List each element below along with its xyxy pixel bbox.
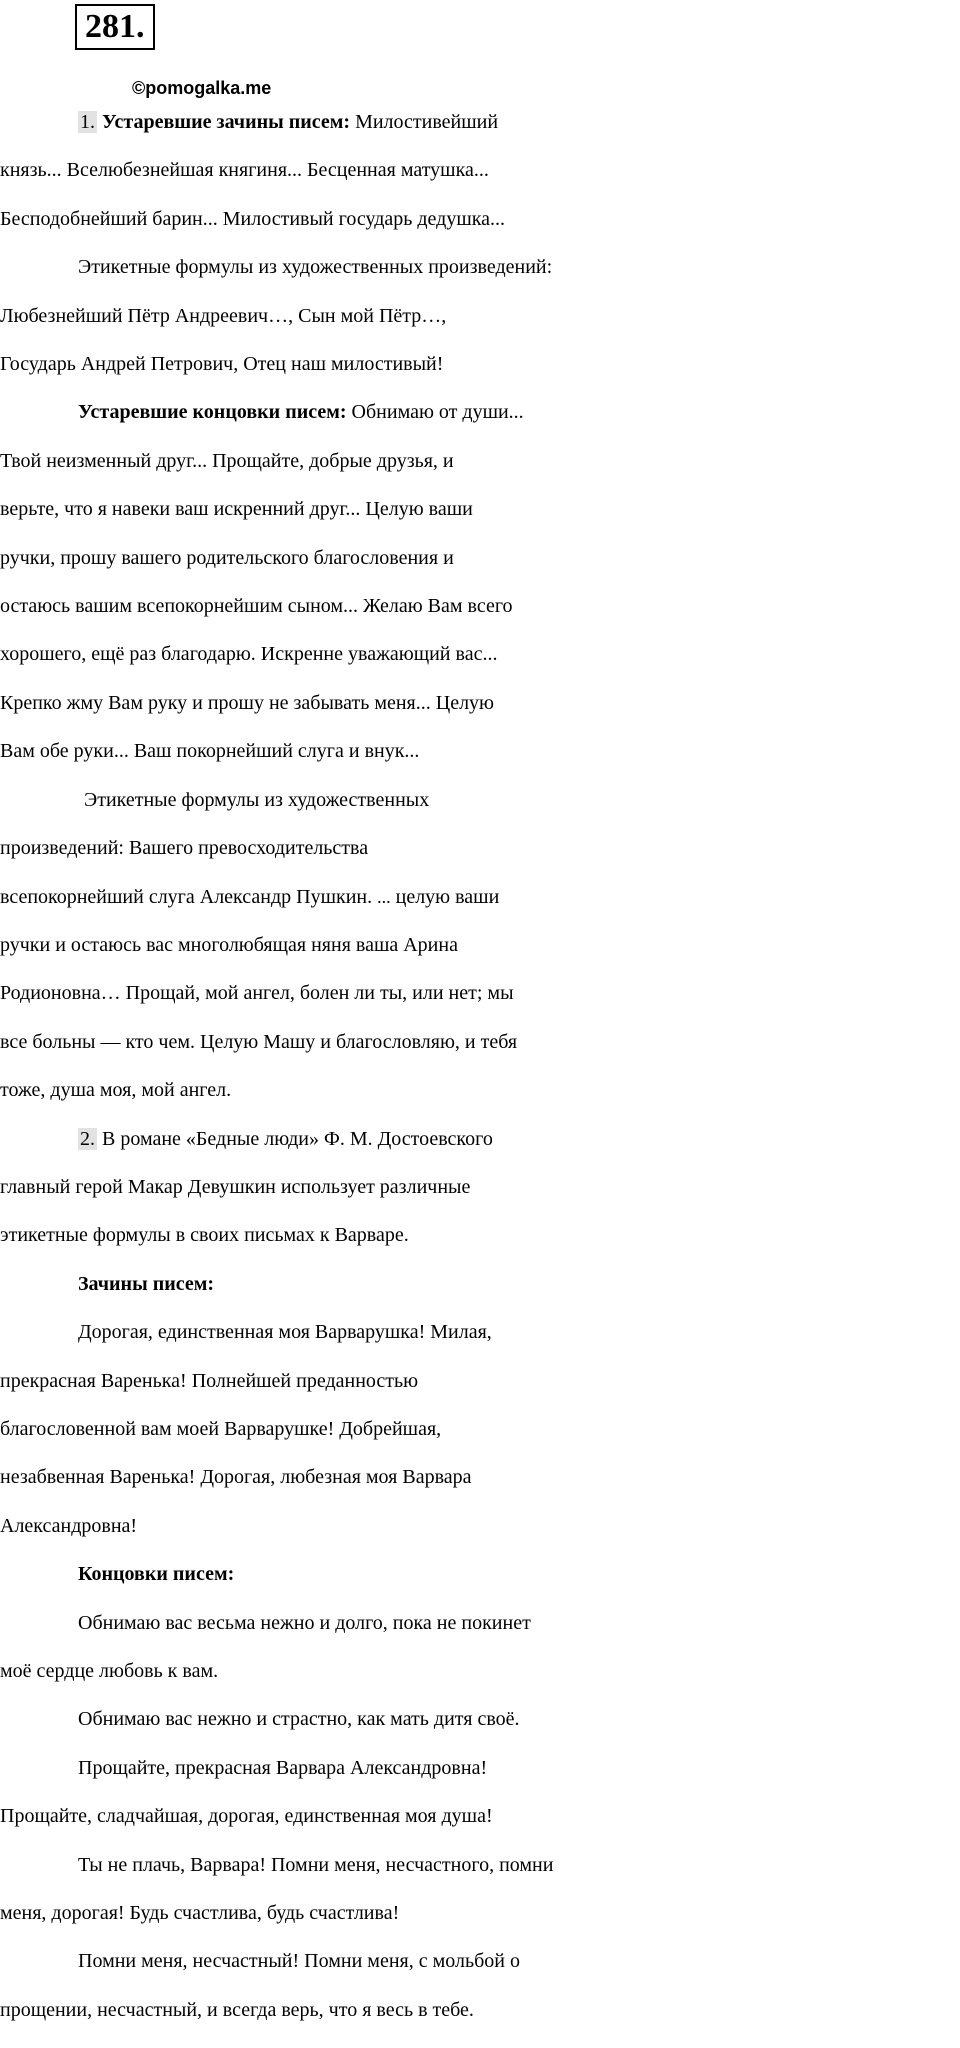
paragraph-line: князь... Вселюбезнейшая княгиня... Бесценная матушка...: [0, 159, 489, 182]
watermark: ©pomogalka.me: [132, 78, 272, 98]
paragraph-line: [0, 1260, 960, 1308]
paragraph-line: Крепко жму Вам руку и прошу не забывать меня... Целую: [0, 691, 494, 714]
paragraph-line: Прощайте, прекрасная Варвара Александровна!: [78, 1756, 488, 1779]
paragraph-line: произведений: Вашего превосходительства: [0, 837, 369, 860]
bold-heading: Устаревшие зачины писем:: [102, 111, 351, 133]
paragraph-line: Вам обе руки... Ваш покорнейший слуга и внук...: [0, 740, 420, 763]
paragraph-line: Помни меня, несчастный! Помни меня, с мольбой о: [78, 1950, 520, 1973]
text-span: Милостивейший: [350, 111, 499, 133]
paragraph-line: Этикетные формулы из художественных: [84, 788, 430, 811]
paragraph-line: Обнимаю вас нежно и страстно, как мать дитя своё.: [78, 1708, 520, 1731]
paragraph-line: Ты не плачь, Варвара! Помни меня, несчастного, помни: [78, 1853, 554, 1876]
paragraph-line: Государь Андрей Петрович, Отец наш милостивый!: [0, 353, 444, 376]
paragraph-line: Родионовна… Прощай, мой ангел, болен ли ты, или нет; мы: [0, 982, 514, 1005]
paragraph-line: прощении, несчастный, и всегда верь, что я весь в тебе.: [0, 1998, 474, 2021]
paragraph-line: остаюсь вашим всепокорнейшим сыном... Желаю Вам всего: [0, 595, 513, 618]
paragraph-line: меня, дорогая! Будь счастлива, будь счастлива!: [0, 1902, 400, 1925]
paragraph-line: Прощайте, сладчайшая, дорогая, единственная моя душа!: [0, 1805, 493, 1828]
paragraph-line: прекрасная Варенька! Полнейшей преданностью: [0, 1369, 419, 1392]
paragraph-line: [0, 98, 960, 146]
text-span: целую ваши: [390, 885, 500, 908]
document-body: [0, 98, 960, 2034]
paragraph-line: благословенной вам моей Варварушке! Добрейшая,: [0, 1417, 442, 1440]
paragraph-line: Бесподобнейший барин... Милостивый государь дедушка...: [0, 207, 506, 230]
text-span: В романе «Бедные люди» Ф. М. Достоевского: [97, 1127, 493, 1150]
paragraph-line: незабвенная Варенька! Дорогая, любезная моя Варвара: [0, 1466, 472, 1489]
item-marker: 2.: [80, 1127, 95, 1150]
paragraph-line: этикетные формулы в своих письмах к Варваре.: [0, 1224, 409, 1247]
text-span: всепокорнейший слуга Александр Пушкин.: [0, 885, 378, 908]
bold-heading: Зачины писем:: [78, 1272, 215, 1295]
item-marker: 1.: [80, 111, 95, 133]
bold-heading: Концовки писем:: [78, 1563, 235, 1586]
paragraph-line: Дорогая, единственная моя Варварушка! Милая,: [78, 1321, 492, 1344]
paragraph-line: ручки и остаюсь вас многолюбящая няня ваша Арина: [0, 933, 458, 956]
paragraph-line: Любезнейший Пётр Андреевич…, Сын мой Пётр…,: [0, 304, 447, 327]
paragraph-line: [0, 873, 960, 921]
paragraph-line: Твой неизменный друг... Прощайте, добрые друзья, и: [0, 449, 454, 472]
paragraph-line: [0, 388, 960, 436]
paragraph-line: моё сердце любовь к вам.: [0, 1660, 219, 1682]
paragraph-line: ручки, прошу вашего родительского благословения и: [0, 546, 454, 569]
small-ellipsis: ...: [377, 886, 391, 907]
paragraph-line: верьте, что я навеки ваш искренний друг... Целую ваши: [0, 498, 473, 521]
paragraph-line: хорошего, ещё раз благодарю. Искренне уважающий вас...: [0, 643, 498, 666]
paragraph-line: Этикетные формулы из художественных произведений:: [78, 256, 553, 279]
paragraph-line: Александровна!: [0, 1514, 138, 1537]
paragraph-line: Обнимаю вас весьма нежно и долго, пока не покинет: [78, 1611, 531, 1634]
paragraph-line: главный герой Макар Девушкин использует различные: [0, 1175, 471, 1198]
task-number-box: 281.: [75, 4, 155, 50]
paragraph-line: [0, 1550, 960, 1598]
paragraph-line: тоже, душа моя, мой ангел.: [0, 1079, 232, 1102]
text-span: Обнимаю от души...: [346, 401, 524, 424]
paragraph-line: [0, 1115, 960, 1163]
bold-heading: Устаревшие концовки писем:: [78, 401, 347, 424]
paragraph-line: все больны — кто чем. Целую Машу и благословляю, и тебя: [0, 1030, 518, 1053]
